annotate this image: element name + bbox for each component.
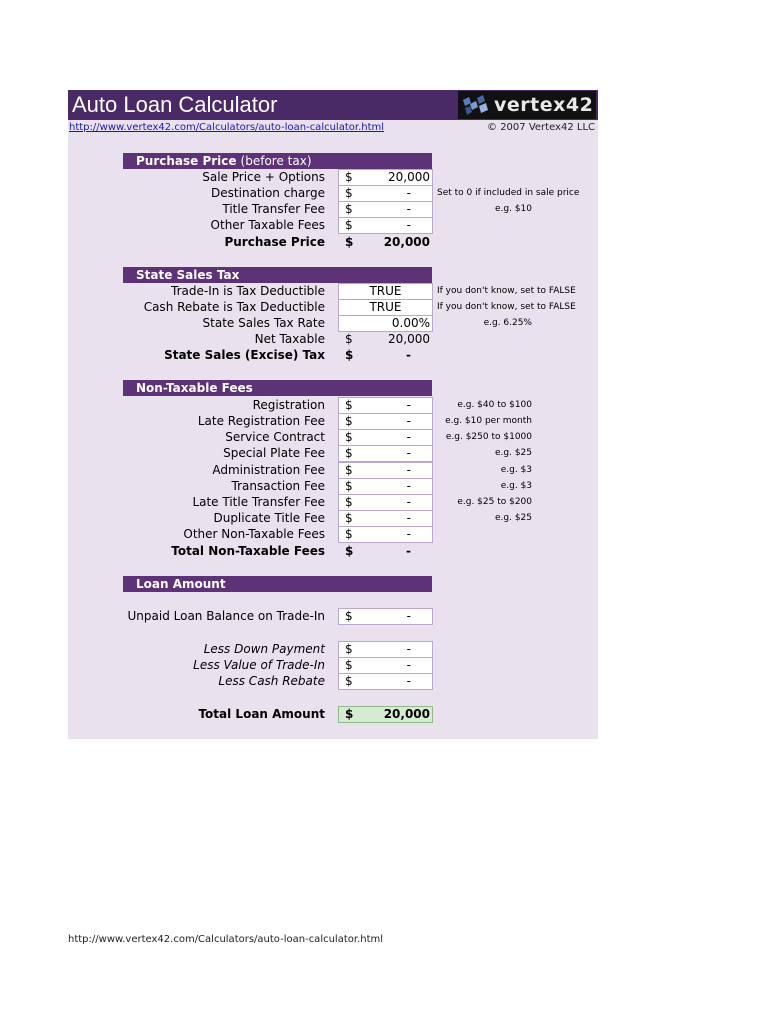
row-transaction-fee: [68, 478, 598, 494]
net-taxable-value: [338, 331, 433, 348]
row-unpaid-loan-balance: [68, 608, 598, 624]
other-taxable-fees-input[interactable]: [338, 217, 433, 234]
row-late-title-transfer-fee: [68, 494, 598, 510]
currency-symbol: $: [345, 495, 353, 509]
row-sale-price: [68, 169, 598, 185]
total-value: 20,000: [383, 235, 430, 249]
currency-symbol: $: [345, 218, 353, 232]
hint-note: e.g. $3: [500, 481, 532, 491]
row-non-taxable-fees-total: [68, 543, 598, 559]
row-administration-fee: [68, 462, 598, 478]
row-label: Destination charge: [211, 186, 325, 200]
calculator-link[interactable]: http://www.vertex42.com/Calculators/auto-loan-calculator.html: [69, 122, 385, 133]
section-title: Purchase Price: [136, 154, 237, 168]
row-special-plate-fee: [68, 445, 598, 461]
total-label: Total Loan Amount: [198, 707, 325, 721]
row-duplicate-title-fee: [68, 510, 598, 526]
row-label: Service Contract: [225, 430, 325, 444]
cell-value: -: [406, 609, 411, 623]
registration-input[interactable]: [338, 397, 433, 414]
title-bar: [68, 90, 598, 120]
hint-note: e.g. $25 to $200: [457, 497, 532, 507]
sale-price-input[interactable]: [338, 169, 433, 186]
currency-symbol: $: [345, 446, 353, 460]
hint-note: e.g. $10: [494, 204, 532, 214]
cell-value: -: [406, 446, 411, 460]
late-title-transfer-fee-input[interactable]: [338, 494, 433, 511]
cell-value: -: [406, 398, 411, 412]
cash-rebate-input[interactable]: [338, 673, 433, 690]
currency-symbol: $: [345, 707, 354, 721]
hint-note: e.g. $3: [500, 465, 532, 475]
row-label: Title Transfer Fee: [222, 202, 325, 216]
row-other-non-taxable-fees: [68, 526, 598, 542]
row-sales-tax-rate: [68, 315, 598, 331]
row-service-contract: [68, 429, 598, 445]
currency-symbol: $: [345, 398, 353, 412]
cell-value: TRUE: [369, 284, 402, 298]
row-label: Late Title Transfer Fee: [192, 495, 325, 509]
section-header-non-taxable-fees: [123, 380, 432, 396]
currency-symbol: $: [345, 414, 353, 428]
cell-value: -: [406, 527, 411, 541]
currency-symbol: $: [345, 609, 353, 623]
row-label: Unpaid Loan Balance on Trade-In: [127, 609, 325, 623]
footer-url[interactable]: http://www.vertex42.com/Calculators/auto-loan-calculator.html: [68, 934, 384, 945]
currency-symbol: $: [345, 348, 354, 362]
logo-text: vertex42: [494, 94, 594, 116]
total-value: 20,000: [383, 707, 430, 721]
down-payment-input[interactable]: [338, 641, 433, 658]
cell-value: -: [406, 186, 411, 200]
late-registration-fee-input[interactable]: [338, 413, 433, 430]
currency-symbol: $: [345, 642, 353, 656]
non-taxable-fees-total: [338, 543, 433, 560]
row-label: Administration Fee: [212, 463, 325, 477]
row-net-taxable: [68, 331, 598, 347]
row-label: Duplicate Title Fee: [213, 511, 325, 525]
cell-value: -: [406, 479, 411, 493]
row-label: Registration: [252, 398, 325, 412]
cell-value: -: [406, 414, 411, 428]
trade-in-value-input[interactable]: [338, 657, 433, 674]
cell-value: -: [406, 642, 411, 656]
row-less-cash-rebate: [68, 673, 598, 689]
currency-symbol: $: [345, 430, 353, 444]
row-label: Cash Rebate is Tax Deductible: [143, 300, 325, 314]
row-total-loan-amount: [68, 706, 598, 722]
hint-note: Set to 0 if included in sale price: [437, 188, 580, 198]
section-title: Loan Amount: [136, 577, 226, 591]
cell-value: 0.00%: [391, 316, 430, 330]
row-label: Other Taxable Fees: [210, 218, 325, 232]
currency-symbol: $: [345, 235, 354, 249]
hint-note: e.g. 6.25%: [483, 318, 532, 328]
sales-tax-rate-input[interactable]: [338, 315, 433, 332]
currency-symbol: $: [345, 170, 353, 184]
row-excise-tax-total: [68, 347, 598, 363]
hint-note: e.g. $25: [494, 448, 532, 458]
section-title: State Sales Tax: [136, 268, 240, 282]
other-non-taxable-fees-input[interactable]: [338, 526, 433, 543]
row-title-transfer-fee: [68, 201, 598, 217]
unpaid-loan-balance-input[interactable]: [338, 608, 433, 625]
excise-tax-total: [338, 347, 433, 364]
section-header-state-sales-tax: [123, 267, 432, 283]
row-label: Sale Price + Options: [202, 170, 325, 184]
administration-fee-input[interactable]: [338, 462, 433, 479]
hint-note: If you don't know, set to FALSE: [437, 302, 576, 312]
title-transfer-fee-input[interactable]: [338, 201, 433, 218]
row-trade-in-deductible: [68, 283, 598, 299]
hint-note: e.g. $40 to $100: [457, 400, 532, 410]
vertex42-logo: [458, 91, 596, 119]
hint-note: e.g. $10 per month: [445, 416, 532, 426]
row-label: Late Registration Fee: [197, 414, 325, 428]
row-label: State Sales Tax Rate: [202, 316, 325, 330]
total-label: State Sales (Excise) Tax: [164, 348, 325, 362]
cell-value: -: [406, 495, 411, 509]
copyright: © 2007 Vertex42 LLC: [487, 122, 595, 133]
logo-mark-icon: [461, 94, 491, 116]
currency-symbol: $: [345, 202, 353, 216]
service-contract-input[interactable]: [338, 429, 433, 446]
cell-value: -: [406, 430, 411, 444]
hint-note: e.g. $250 to $1000: [445, 432, 532, 442]
hint-note: If you don't know, set to FALSE: [437, 286, 576, 296]
calculator-sheet: [68, 90, 598, 739]
hint-note: e.g. $25: [494, 513, 532, 523]
currency-symbol: $: [345, 674, 353, 688]
section-header-loan-amount: [123, 576, 432, 592]
row-label: Other Non-Taxable Fees: [183, 527, 325, 541]
row-destination-charge: [68, 185, 598, 201]
row-late-registration-fee: [68, 413, 598, 429]
transaction-fee-input[interactable]: [338, 478, 433, 495]
cell-value: 20,000: [388, 170, 430, 184]
cell-value: -: [406, 674, 411, 688]
row-label: Less Down Payment: [203, 642, 325, 656]
section-subtitle: (before tax): [240, 154, 312, 168]
currency-symbol: $: [345, 479, 353, 493]
row-less-down-payment: [68, 641, 598, 657]
row-label: Net Taxable: [254, 332, 325, 346]
total-value: -: [406, 544, 411, 558]
cell-value: 20,000: [388, 332, 430, 346]
total-label: Total Non-Taxable Fees: [171, 544, 325, 558]
row-label: Special Plate Fee: [223, 446, 325, 460]
row-label: Less Value of Trade-In: [193, 658, 325, 672]
cell-value: TRUE: [369, 300, 402, 314]
currency-symbol: $: [345, 511, 353, 525]
purchase-price-total: [338, 234, 433, 251]
duplicate-title-fee-input[interactable]: [338, 510, 433, 527]
row-purchase-price-total: [68, 234, 598, 250]
cell-value: -: [406, 511, 411, 525]
cell-value: -: [406, 218, 411, 232]
section-header-purchase-price: [123, 153, 432, 169]
cell-value: -: [406, 463, 411, 477]
currency-symbol: $: [345, 186, 353, 200]
page-title: Auto Loan Calculator: [72, 92, 278, 117]
total-loan-amount: [338, 706, 433, 723]
cell-value: -: [406, 658, 411, 672]
currency-symbol: $: [345, 332, 353, 346]
row-label: Trade-In is Tax Deductible: [171, 284, 325, 298]
row-other-taxable-fees: [68, 217, 598, 233]
row-less-trade-in-value: [68, 657, 598, 673]
section-title: Non-Taxable Fees: [136, 381, 253, 395]
trade-in-deductible-select[interactable]: [338, 283, 433, 300]
currency-symbol: $: [345, 658, 353, 672]
row-cash-rebate-deductible: [68, 299, 598, 315]
cell-value: -: [406, 202, 411, 216]
cash-rebate-deductible-select[interactable]: [338, 299, 433, 316]
currency-symbol: $: [345, 544, 354, 558]
row-label: Transaction Fee: [231, 479, 325, 493]
currency-symbol: $: [345, 463, 353, 477]
total-label: Purchase Price: [224, 235, 325, 249]
destination-charge-input[interactable]: [338, 185, 433, 202]
special-plate-fee-input[interactable]: [338, 445, 433, 462]
total-value: -: [406, 348, 411, 362]
row-label: Less Cash Rebate: [218, 674, 325, 688]
row-registration: [68, 397, 598, 413]
currency-symbol: $: [345, 527, 353, 541]
